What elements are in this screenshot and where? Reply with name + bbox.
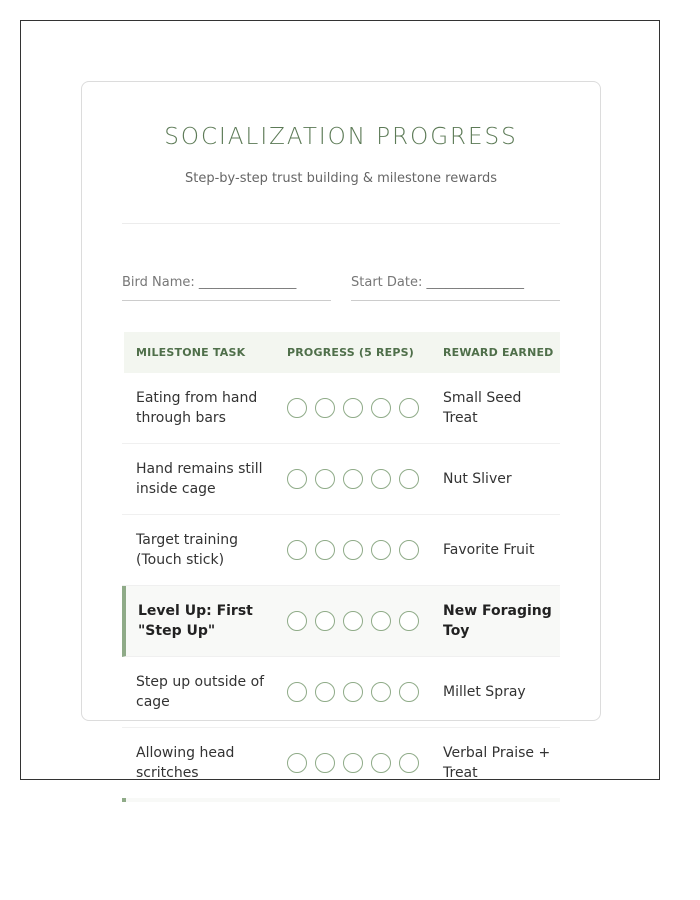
rep-checkbox[interactable] bbox=[343, 682, 363, 702]
table-row-overflow-accent bbox=[122, 798, 126, 802]
milestone-task: Level Up: First "Step Up" bbox=[138, 603, 253, 639]
table-row bbox=[122, 373, 560, 444]
reward-earned: Small Seed Treat bbox=[443, 390, 522, 426]
rep-checkbox[interactable] bbox=[371, 469, 391, 489]
rep-checkbox[interactable] bbox=[371, 540, 391, 560]
rep-checkbox[interactable] bbox=[371, 682, 391, 702]
rep-checkbox[interactable] bbox=[343, 469, 363, 489]
rep-checkbox[interactable] bbox=[315, 398, 335, 418]
page-subtitle: Step-by-step trust building & milestone rewards bbox=[185, 171, 497, 186]
rep-checkbox[interactable] bbox=[287, 540, 307, 560]
rep-checkbox[interactable] bbox=[343, 611, 363, 631]
table-row bbox=[122, 444, 560, 515]
rep-checkbox[interactable] bbox=[343, 753, 363, 773]
milestone-task: Step up outside of cage bbox=[136, 674, 265, 710]
column-header-progress: PROGRESS (5 REPS) bbox=[287, 346, 414, 359]
bird-name-field[interactable]: Bird Name: _______________ bbox=[122, 275, 331, 301]
rep-checkbox[interactable] bbox=[287, 753, 307, 773]
rep-checkbox[interactable] bbox=[315, 611, 335, 631]
column-header-milestone-task: MILESTONE TASK bbox=[136, 346, 246, 359]
table-row bbox=[122, 515, 560, 586]
rep-checkbox[interactable] bbox=[399, 540, 419, 560]
rep-checkbox[interactable] bbox=[343, 398, 363, 418]
table-row bbox=[122, 657, 560, 728]
rep-checkbox[interactable] bbox=[315, 682, 335, 702]
table-row-highlight bbox=[122, 586, 560, 657]
rep-checkbox[interactable] bbox=[315, 469, 335, 489]
reward-earned: Verbal Praise + Treat bbox=[443, 745, 551, 781]
table-header bbox=[124, 332, 560, 373]
reward-earned: New Foraging Toy bbox=[443, 603, 552, 639]
rep-checkbox[interactable] bbox=[399, 682, 419, 702]
rep-checkbox[interactable] bbox=[315, 753, 335, 773]
milestone-task: Hand remains still inside cage bbox=[136, 461, 263, 497]
rep-tracker bbox=[287, 398, 419, 418]
rep-checkbox[interactable] bbox=[399, 469, 419, 489]
reward-earned: Nut Sliver bbox=[443, 471, 512, 487]
rep-checkbox[interactable] bbox=[287, 469, 307, 489]
rep-tracker bbox=[287, 753, 419, 773]
rep-checkbox[interactable] bbox=[287, 611, 307, 631]
rep-checkbox[interactable] bbox=[287, 398, 307, 418]
rep-tracker bbox=[287, 540, 419, 560]
rep-checkbox[interactable] bbox=[399, 753, 419, 773]
column-header-reward-earned: REWARD EARNED bbox=[443, 346, 554, 359]
rep-checkbox[interactable] bbox=[287, 682, 307, 702]
rep-checkbox[interactable] bbox=[371, 398, 391, 418]
rep-tracker bbox=[287, 469, 419, 489]
rep-tracker bbox=[287, 611, 419, 631]
table-row bbox=[122, 728, 560, 799]
rep-checkbox[interactable] bbox=[315, 540, 335, 560]
table-row-overflow bbox=[122, 798, 560, 802]
start-date-field[interactable]: Start Date: _______________ bbox=[351, 275, 560, 301]
milestone-task: Target training (Touch stick) bbox=[136, 532, 238, 568]
milestone-task: Eating from hand through bars bbox=[136, 390, 258, 426]
rep-checkbox[interactable] bbox=[343, 540, 363, 560]
reward-earned: Favorite Fruit bbox=[443, 542, 535, 558]
rep-checkbox[interactable] bbox=[371, 753, 391, 773]
rep-checkbox[interactable] bbox=[399, 398, 419, 418]
rep-checkbox[interactable] bbox=[399, 611, 419, 631]
reward-earned: Millet Spray bbox=[443, 684, 526, 700]
page-title: SOCIALIZATION PROGRESS bbox=[164, 124, 518, 150]
milestone-task: Allowing head scritches bbox=[136, 745, 235, 781]
header-divider bbox=[122, 223, 560, 224]
rep-checkbox[interactable] bbox=[371, 611, 391, 631]
rep-tracker bbox=[287, 682, 419, 702]
